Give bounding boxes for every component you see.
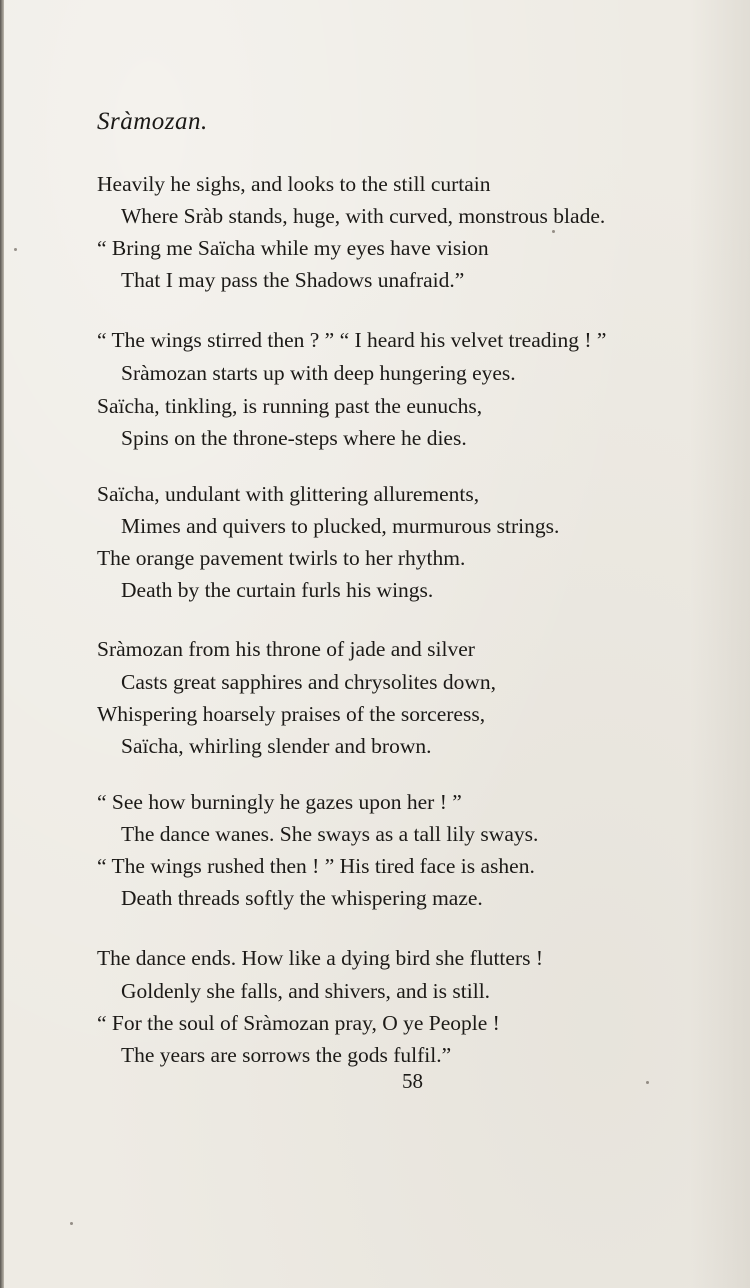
poem-line: The dance ends. How like a dying bird she flutters ! [97, 946, 543, 970]
poem-line: The dance wanes. She sways as a tall lily sways. [121, 822, 539, 846]
poem-line: Sràmozan from his throne of jade and silver [97, 637, 475, 661]
poem-line: Death threads softly the whispering maze. [121, 886, 483, 910]
poem-line: The orange pavement twirls to her rhythm. [97, 546, 466, 570]
paper-speck [70, 1222, 73, 1225]
poem-line: “ See how burningly he gazes upon her ! ” [97, 790, 462, 814]
poem-line: Whispering hoarsely praises of the sorceress, [97, 702, 486, 726]
poem-line: Saïcha, whirling slender and brown. [121, 734, 432, 758]
poem-line: The years are sorrows the gods fulfil.” [121, 1043, 452, 1067]
poem-line: Saïcha, tinkling, is running past the eunuchs, [97, 394, 483, 418]
poem-line: Goldenly she falls, and shivers, and is still. [121, 979, 491, 1003]
poem-line: Sràmozan starts up with deep hungering eyes. [121, 361, 516, 385]
paper-speck [646, 1081, 649, 1084]
poem-line: Heavily he sighs, and looks to the still curtain [97, 172, 491, 196]
paper-speck [14, 248, 17, 251]
poem-line: Spins on the throne-steps where he dies. [121, 426, 467, 450]
page-spine-edge [0, 0, 4, 1288]
poem-line: Saïcha, undulant with glittering allurements, [97, 482, 480, 506]
poem-line: That I may pass the Shadows unafraid.” [121, 268, 465, 292]
page-shadow [690, 0, 750, 1288]
poem-line: Where Sràb stands, huge, with curved, monstrous blade. [121, 204, 606, 228]
poem-line: “ The wings stirred then ? ” “ I heard his velvet treading ! ” [97, 328, 607, 352]
page-number: 58 [402, 1069, 423, 1093]
poem-line: “ Bring me Saïcha while my eyes have vision [97, 236, 489, 260]
poem-heading: Sràmozan. [97, 108, 208, 135]
poem-line: “ The wings rushed then ! ” His tired face is ashen. [97, 854, 535, 878]
paper-speck [552, 230, 555, 233]
poem-line: Casts great sapphires and chrysolites down, [121, 670, 496, 694]
poem-line: Mimes and quivers to plucked, murmurous strings. [121, 514, 560, 538]
poem-line: “ For the soul of Sràmozan pray, O ye People ! [97, 1011, 500, 1035]
poem-line: Death by the curtain furls his wings. [121, 578, 434, 602]
